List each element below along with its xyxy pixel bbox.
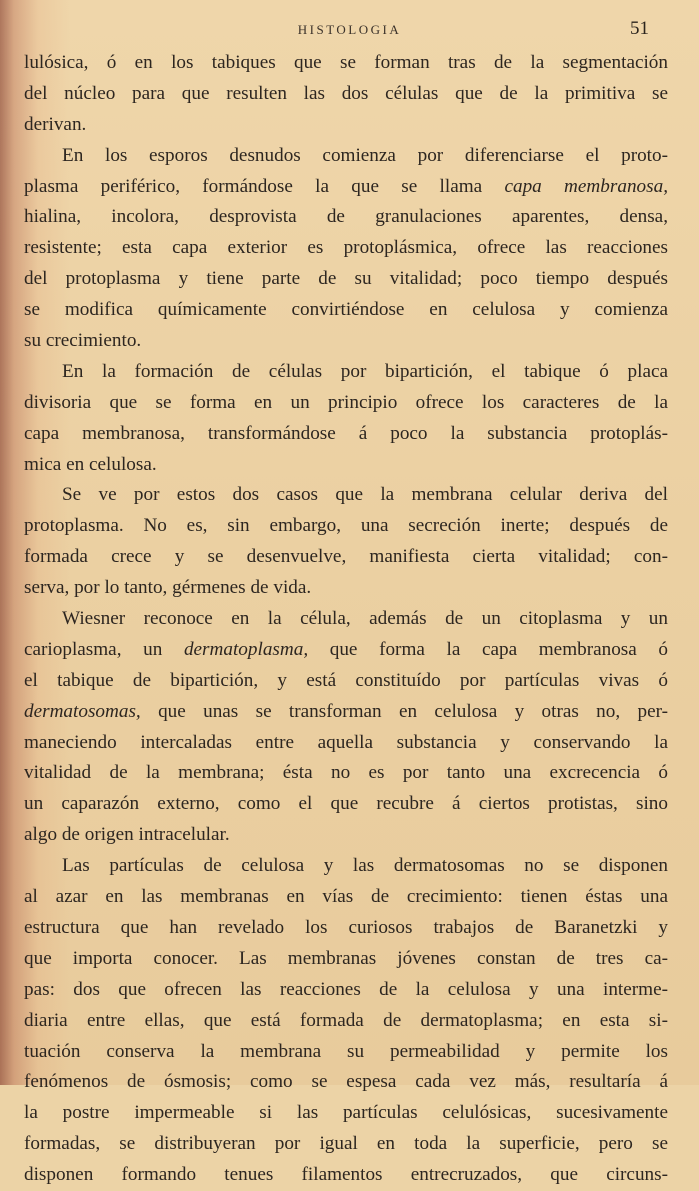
text-segment: lulósica, ó en los tabiques que se forman tras de la segmentación (24, 52, 668, 73)
text-line (24, 295, 668, 326)
page-number: 51 (630, 18, 649, 39)
running-title: HISTOLOGIA (297, 22, 402, 37)
text-line (24, 1006, 668, 1037)
text-segment: divisoria que se forma en un principio ofrece los caracteres de la (24, 391, 668, 413)
text-segment: carioplasma, un (24, 638, 184, 660)
text-segment: del protoplasma y tiene parte de su vitalidad; poco tiempo después (24, 268, 668, 290)
text-segment: algo de origen intracelular. (24, 824, 230, 846)
text-line (24, 666, 668, 697)
text-line (24, 944, 668, 975)
text-line (24, 264, 668, 295)
text-line (24, 1129, 668, 1160)
text-line (24, 882, 668, 913)
text-segment: disponen formando tenues filamentos entrecruzados, que circuns- (24, 1164, 668, 1186)
text-line (24, 1067, 668, 1098)
text-segment: estructura que han revelado los curiosos trabajos de Baranetzki y (24, 916, 668, 938)
text-segment: formadas, se distribuyeran por igual en toda la superficie, pero se (24, 1133, 668, 1155)
paragraph (24, 851, 668, 1191)
text-segment: plasma periférico, formándose la que se llama (24, 175, 505, 197)
text-segment: que unas se transforman en celulosa y otras no, per- (140, 700, 668, 722)
text-line (24, 913, 668, 944)
paragraph (24, 480, 668, 604)
text-segment: maneciendo intercaladas entre aquella substancia y conservando la (24, 731, 668, 753)
text-segment: En la formación de células por bipartición, el tabique ó placa (62, 360, 668, 382)
text-line (24, 202, 668, 233)
text-line (24, 79, 668, 110)
text-segment: formada crece y se desenvuelve, manifiesta cierta vitalidad; con- (24, 546, 668, 568)
text-segment: que importa conocer. Las membranas jóvenes constan de tres ca- (24, 947, 668, 969)
text-segment: que forma la capa membranosa ó (308, 638, 669, 660)
text-segment: al azar en las membranas en vías de crecimiento: tienen éstas una (24, 886, 668, 908)
text-line (24, 233, 668, 264)
text-line (24, 573, 668, 604)
text-segment: Wiesner reconoce en la célula, además de un citoplasma y un (62, 608, 668, 630)
text-line (24, 635, 668, 666)
italic-term: capa membranosa, (504, 175, 668, 197)
text-line (24, 419, 668, 450)
text-line (24, 1098, 668, 1129)
paragraph (24, 604, 668, 851)
text-segment: En los esporos desnudos comienza por diferenciarse el proto- (62, 144, 668, 166)
text-line (24, 604, 668, 635)
text-line (24, 758, 668, 789)
text-line (24, 697, 668, 728)
text-segment: pas: dos que ofrecen las reacciones de la celulosa y una interme- (24, 978, 668, 1000)
text-line (24, 1037, 668, 1068)
text-line (24, 141, 668, 172)
text-line (24, 789, 668, 820)
text-segment: resistente; esta capa exterior es protoplásmica, ofrece las reacciones (24, 237, 668, 259)
paragraph (24, 48, 668, 141)
text-segment: un caparazón externo, como el que recubre á ciertos protistas, sino (24, 793, 668, 815)
text-segment: Se ve por estos dos casos que la membrana celular deriva del (62, 484, 668, 506)
text-line (24, 48, 668, 79)
text-segment: se modifica químicamente convirtiéndose en celulosa y comienza (24, 299, 668, 321)
text-segment: diaria entre ellas, que está formada de dermatoplasma; en esta si- (24, 1009, 668, 1031)
text-segment: el tabique de bipartición, y está constituído por partículas vivas ó (24, 669, 668, 691)
page-header (0, 14, 699, 44)
body-text (24, 48, 668, 1191)
text-segment: vitalidad de la membrana; ésta no es por tanto una excrecencia ó (24, 762, 668, 784)
text-line (24, 326, 668, 357)
text-line (24, 975, 668, 1006)
text-line (24, 511, 668, 542)
text-segment: del núcleo para que resulten las dos células que de la primitiva se (24, 82, 668, 104)
text-segment: la postre impermeable si las partículas celulósicas, sucesivamente (24, 1102, 668, 1124)
text-segment: hialina, incolora, desprovista de granulaciones aparentes, densa, (24, 206, 668, 228)
paragraph (24, 141, 668, 357)
text-line (24, 1160, 668, 1191)
italic-term: dermatosomas, (24, 700, 141, 722)
text-line (24, 820, 668, 851)
text-segment: serva, por lo tanto, gérmenes de vida. (24, 577, 312, 599)
text-segment: fenómenos de ósmosis; como se espesa cada vez más, resultaría á (24, 1071, 668, 1093)
text-line (24, 851, 668, 882)
text-line (24, 450, 668, 481)
italic-term: dermatoplasma, (183, 638, 309, 660)
paragraph (24, 357, 668, 481)
text-segment: Las partículas de celulosa y las dermatosomas no se disponen (62, 855, 668, 877)
text-line (24, 172, 668, 203)
text-line (24, 728, 668, 759)
text-segment: mica en celulosa. (24, 453, 157, 475)
text-line (24, 480, 668, 511)
text-segment: tuación conserva la membrana su permeabilidad y permite los (24, 1040, 668, 1062)
text-line (24, 542, 668, 573)
text-segment: su crecimiento. (24, 330, 142, 352)
text-line (24, 357, 668, 388)
text-line (24, 388, 668, 419)
text-segment: protoplasma. No es, sin embargo, una secreción inerte; después de (24, 515, 668, 537)
text-segment: derivan. (24, 113, 87, 135)
text-segment: capa membranosa, transformándose á poco la substancia protoplás- (24, 422, 668, 444)
text-line (24, 110, 668, 141)
